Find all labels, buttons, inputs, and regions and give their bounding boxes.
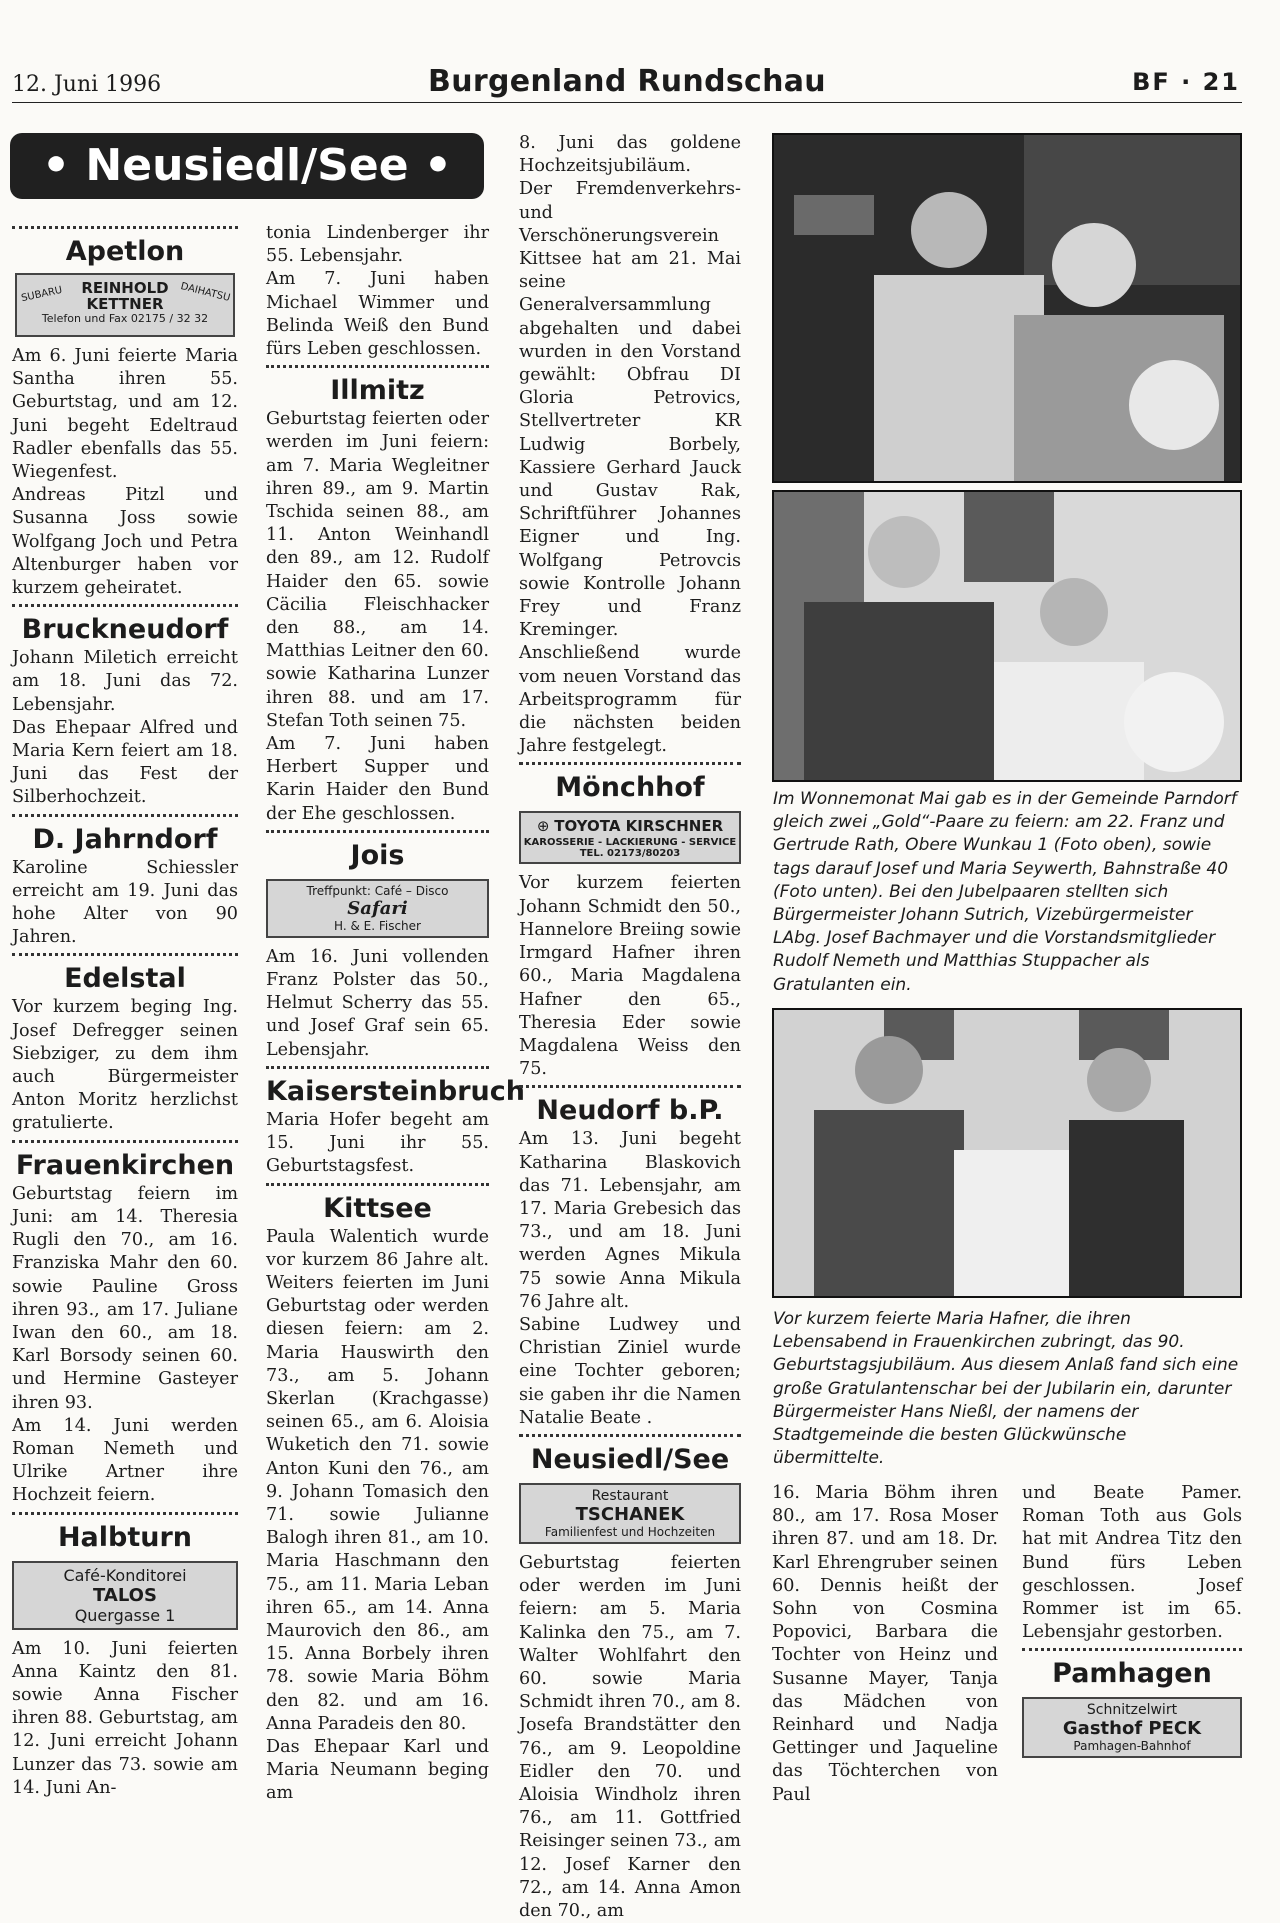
divider	[266, 1066, 489, 1069]
divider	[266, 1183, 489, 1186]
section-title-djahrndorf: D. Jahrndorf	[32, 823, 218, 855]
divider	[519, 1085, 741, 1088]
article-kittsee-cont: 8. Juni das goldene Hochzeitsjubiläum.	[519, 133, 741, 177]
newspaper-title: Burgenland Rundschau	[428, 64, 826, 99]
ad-line-3: Quergasse 1	[74, 1605, 176, 1625]
section-title-jois: Jois	[350, 839, 405, 871]
section-title-kaisersteinbruch: Kaisersteinbruch	[266, 1075, 525, 1107]
article-halbturn-cont: tonia Lindenberger ihr 55. Lebensjahr.	[266, 223, 489, 267]
section-title-edelstal: Edelstal	[64, 963, 186, 995]
divider	[266, 365, 489, 368]
article-kittsee-2: Das Ehepaar Karl und Maria Neumann beging am	[266, 1736, 489, 1804]
article-kaisersteinbruch: Maria Hofer begeht am 15. Juni ihr 55. Geburtstagsfest.	[266, 1109, 489, 1177]
ad-gasthof-peck	[1022, 1697, 1242, 1758]
article-halbturn-cont-2: Am 7. Juni haben Michael Wimmer und Belinda Weiß den Bund fürs Leben geschlossen.	[266, 269, 489, 360]
divider	[266, 830, 489, 833]
ad-line-1-text: TOYOTA KIRSCHNER	[554, 817, 724, 836]
issue-date: 12. Juni 1996	[12, 72, 162, 97]
article-halbturn: Am 10. Juni feierten Anna Kaintz den 81. sowie Anna Fischer ihren 88. Geburtstag, am 12. Juni erreicht Johann Lunzer das 73. sowie am 14. Juni An-	[12, 1638, 238, 1798]
article-apetlon: Am 6. Juni feierte Maria Santha ihren 55. Geburtstag, und am 12. Juni begeht Edeltraud Radler ebenfalls das 55. Wiegenfest.	[12, 346, 238, 483]
section-title-illmitz: Illmitz	[330, 375, 425, 407]
section-title-moenchhof: Mönchhof	[555, 772, 705, 804]
ad-line-2: Safari	[347, 897, 408, 919]
article-neusiedl-cont-2: und Beate Pamer. Roman Toth aus Gols hat mit Andrea Titz den Bund fürs Leben geschlossen. Josef Rommer ist im 65. Lebensjahr gestorben.	[1022, 1483, 1242, 1643]
article-apetlon-2: Andreas Pitzl und Susanna Joss sowie Wolfgang Joch und Petra Altenburger haben vor kurzem geheiratet.	[12, 485, 238, 599]
ad-line-1: Schnitzelwirt	[1086, 1702, 1178, 1719]
ad-line-3: Pamhagen-Bahnhof	[1073, 1739, 1191, 1754]
ad-line-1: Treffpunkt: Café – Disco	[306, 883, 449, 898]
article-kittsee-cont-2: Der Fremdenverkehrs- und Verschönerungsverein Kittsee hat am 21. Mai seine Generalversammlung abgehalten und dabei wurden in den Vorstand gewählt: Obfrau DI Gloria Petrovics, Stellvertreter KR Ludwig Borbely, Kassiere Gerhard Jauck und Gustav Rak, Schriftführer Johannes Eigner und Ing. Wolfgang Petrovcis sowie Kontrolle Johann Frey und Franz Kreminger. Anschließend wurde vom neuen Vorstand das Arbeitsprogramm für die nächsten beiden Jahre festgelegt.	[519, 179, 741, 757]
page-header	[12, 62, 1242, 103]
divider	[12, 604, 238, 607]
photo-couple-seywerth-image	[774, 492, 1240, 780]
column-5	[1022, 1482, 1242, 1766]
ad-tschanek	[519, 1483, 741, 1544]
section-title-apetlon: Apetlon	[65, 236, 185, 267]
photo-couple-rath-image	[774, 135, 1240, 481]
section-title-neusiedl: Neusiedl/See	[530, 1443, 730, 1475]
section-title-bruckneudorf: Bruckneudorf	[21, 614, 229, 646]
section-title-halbturn: Halbturn	[57, 1521, 193, 1553]
toyota-logo-icon: ⊕	[536, 817, 555, 836]
article-moenchhof: Vor kurzem feierten Johann Schmidt den 50., Hannelore Breiing sowie Irmgard Hafner ihren 60., Maria Magdalena Hafner den 65., Theresia Eder sowie Magdalena Weiss den 75.	[519, 873, 741, 1080]
article-djahrndorf: Karoline Schiessler erreicht am 19. Juni das hohe Alter von 90 Jahren.	[12, 857, 238, 948]
article-bruckneudorf: Johann Miletich erreicht am 18. Juni das 72. Lebensjahr.	[12, 648, 238, 715]
ad-line-2: TSCHANEK	[575, 1503, 685, 1525]
ad-line-2: Gasthof PECK	[1062, 1718, 1202, 1740]
divider	[12, 1512, 238, 1515]
ad-line-3: TEL. 02173/80203	[579, 848, 681, 860]
divider	[12, 226, 238, 229]
ad-name-2: KETTNER	[86, 295, 164, 313]
article-illmitz: Geburtstag feierten oder werden im Juni feiern: am 7. Maria Wegleitner ihren 89., am 9. Martin Tschida seinen 88., am 11. Anton Weinhandl den 89., am 12. Rudolf Haider den 65. sowie Cäcilia Fleischhacker den 88., am 14. Matthias Leitner den 60. sowie Katharina Lunzer ihren 88. und am 17. Stefan Toth seinen 75.	[266, 409, 489, 731]
article-bruckneudorf-2: Das Ehepaar Alfred und Maria Kern feiert am 18. Juni das Fest der Silberhochzeit.	[12, 717, 238, 808]
divider	[519, 1434, 741, 1437]
ad-line-1: Restaurant	[591, 1487, 669, 1504]
ad-line-3: Familienfest und Hochzeiten	[544, 1524, 716, 1539]
article-frauenkirchen: Geburtstag feiern im Juni: am 14. Theresia Rugli den 70., am 16. Franziska Mahr den 60. sowie Pauline Gross ihren 93., am 17. Juliane Iwan den 60., am 18. Karl Borsody seinen 60. und Hermine Gasteyer ihren 93.	[12, 1183, 238, 1413]
divider	[1022, 1648, 1242, 1651]
photo-couple-seywerth	[772, 490, 1242, 782]
article-neusiedl: Geburtstag feierten oder werden im Juni feiern: am 5. Maria Kalinka den 75., am 7. Walter Wohlfahrt den 60. sowie Maria Schmidt ihren 70., am 8. Josefa Brandstätter den 76., am 9. Leopoldine Eidler den 70. und Aloisia Windholz ihren 76., am 11. Gottfried Reisinger seinen 73., am 12. Josef Karner den 72., am 14. Anna Amon den 70., am	[519, 1552, 741, 1921]
photo-maria-hafner-image	[774, 1010, 1240, 1296]
article-frauenkirchen-2: Am 14. Juni werden Roman Nemeth und Ulrike Artner ihre Hochzeit feiern.	[12, 1415, 238, 1506]
article-neudorf-2: Sabine Ludwey und Christian Ziniel wurde eine Tochter geboren; sie gaben ihr die Namen Natalie Beate .	[519, 1314, 741, 1428]
photo-couple-rath	[772, 133, 1242, 483]
page-number: BF · 21	[1132, 68, 1240, 96]
section-title-pamhagen: Pamhagen	[1052, 1658, 1212, 1690]
article-kittsee: Paula Walentich wurde vor kurzem 86 Jahre alt. Weiters feierten im Juni Geburtstag oder werden diesen feiern: am 2. Maria Hauswirth den 73., am 5. Johann Skerlan (Krachgasse) seinen 65., am 6. Aloisia Wuketich den 71. sowie Anton Kuni den 76., am 9. Johann Tomasich den 71. sowie Julianne Balogh ihren 81., am 10. Maria Haschmann den 75., am 11. Maria Leban ihren 65., am 14. Anna Maurovich den 86., am 15. Anna Borbely ihren 78. sowie Maria Böhm den 82. und am 16. Anna Paradeis den 80.	[266, 1226, 489, 1734]
section-title-frauenkirchen: Frauenkirchen	[15, 1149, 235, 1181]
article-illmitz-2: Am 7. Juni haben Herbert Supper und Karin Haider den Bund der Ehe geschlossen.	[266, 734, 489, 824]
section-title-neudorf: Neudorf b.P.	[536, 1095, 724, 1127]
ad-talos	[12, 1561, 238, 1630]
column-3	[519, 132, 741, 1923]
ad-line-1	[523, 816, 737, 837]
article-neusiedl-cont: 16. Maria Böhm ihren 80., am 17. Rosa Moser ihren 87. und am 18. Dr. Karl Ehrengruber seinen 60. Dennis heißt der Sohn von Cosmina Popovici, Barbara die Tochter von Heinz und Susanne Mayer, Tanja das Mädchen von Reinhard und Nadja Gettinger und Jaqueline das Töchterchen von Paul	[772, 1483, 998, 1805]
divider	[12, 814, 238, 817]
column-1	[12, 222, 238, 1800]
caption-hafner: Vor kurzem feierte Maria Hafner, die ihren Lebensabend in Frauenkirchen zubringt, das 90. Geburtstagsjubiläum. Aus diesem Anlaß fand sich eine große Gratulantenschar bei der Jubilarin ein, darunter Bürgermeister Hans Nießl, der namens der Stadtgemeinde die besten Glückwünsche übermittelte.	[773, 1309, 1239, 1469]
ad-line-2: KAROSSERIE - LACKIERUNG - SERVICE	[523, 837, 737, 849]
divider	[519, 762, 741, 765]
ad-toyota-kirschner	[519, 811, 741, 864]
column-2	[266, 222, 525, 1806]
divider	[12, 1140, 238, 1143]
section-title-kittsee: Kittsee	[323, 1192, 432, 1224]
region-banner: • Neusiedl/See •	[10, 133, 484, 199]
ad-line-1: Café-Konditorei	[63, 1565, 187, 1585]
ad-safari	[266, 879, 489, 938]
column-4	[772, 1482, 998, 1807]
ad-line-2: TALOS	[93, 1584, 157, 1606]
ad-brand-left: SUBARU	[20, 284, 64, 305]
article-jois: Am 16. Juni vollenden Franz Polster das 50., Helmut Scherry das 55. und Josef Graf sein 65. Lebensjahr.	[266, 946, 489, 1060]
photo-maria-hafner	[772, 1008, 1242, 1298]
caption-parndorf: Im Wonnemonat Mai gab es in der Gemeinde Parndorf gleich zwei „Gold“-Paare zu feiern: am 22. Franz und Gertrude Rath, Obere Wunkau 1 (Foto oben), sowie tags darauf Josef und Maria Seywerth, Bahnstraße 40 (Foto unten). Bei den Jubelpaaren stellten sich Bürgermeister Johann Sutrich, Vizebürgermeister LAbg. Josef Bachmayer und die Vorstandsmitglieder Rudolf Nemeth und Matthias Stuppacher als Gratulanten ein.	[773, 789, 1237, 995]
divider	[12, 953, 238, 956]
ad-phone: Telefon und Fax 02175 / 32 32	[41, 312, 209, 325]
ad-line-3: H. & E. Fischer	[334, 918, 421, 933]
article-neudorf: Am 13. Juni begeht Katharina Blaskovich das 71. Lebensjahr, am 17. Maria Grebesich das 73., und am 18. Juni werden Agnes Mikula 75 sowie Anna Mikula 76 Jahre alt.	[519, 1129, 741, 1312]
ad-reinhold-kettner	[15, 273, 235, 337]
ad-name-1: REINHOLD	[81, 279, 169, 297]
ad-brand-right: DAIHATSU	[179, 281, 232, 304]
article-edelstal: Vor kurzem beging Ing. Josef Defregger seinen Siebziger, zu dem ihm auch Bürgermeister Anton Moritz herzlichst gratulierte.	[12, 997, 238, 1134]
